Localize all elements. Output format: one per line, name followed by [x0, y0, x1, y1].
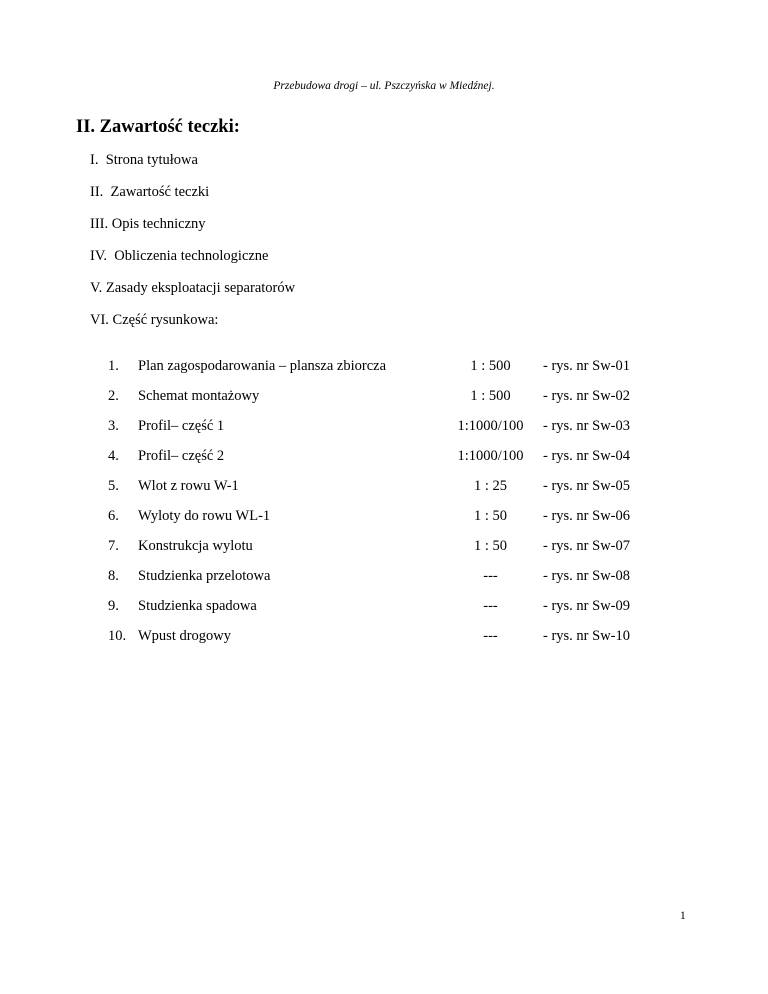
drawing-row	[108, 598, 668, 628]
drawing-title: Schemat montażowy	[138, 388, 260, 404]
page-header: Przebudowa drogi – ul. Pszczyńska w Miedźnej.	[273, 80, 495, 92]
drawing-scale: 1:1000/100	[457, 448, 524, 464]
drawing-number: 5.	[108, 478, 119, 494]
drawing-row	[108, 628, 668, 658]
drawing-title: Studzienka spadowa	[138, 598, 257, 614]
drawing-title: Konstrukcja wylotu	[138, 538, 253, 554]
drawing-scale: 1:1000/100	[457, 418, 524, 434]
contents-item-folder-contents: II. Zawartość teczki	[90, 184, 210, 200]
drawing-scale: 1 : 500	[470, 388, 511, 404]
drawing-reference: - rys. nr Sw-05	[543, 478, 630, 494]
drawing-reference: - rys. nr Sw-03	[543, 418, 630, 434]
drawing-reference: - rys. nr Sw-09	[543, 598, 630, 614]
drawing-reference: - rys. nr Sw-08	[543, 568, 630, 584]
drawing-reference: - rys. nr Sw-04	[543, 448, 630, 464]
drawing-title: Profil– część 2	[138, 448, 225, 464]
contents-item-calculations: IV. Obliczenia technologiczne	[90, 248, 269, 264]
drawing-number: 3.	[108, 418, 119, 434]
contents-item-drawings: VI. Część rysunkowa:	[90, 312, 219, 328]
drawing-title: Wyloty do rowu WL-1	[138, 508, 271, 524]
drawing-row	[108, 388, 668, 418]
drawing-row	[108, 538, 668, 568]
drawing-row	[108, 568, 668, 598]
drawing-title: Profil– część 1	[138, 418, 225, 434]
section-title: II. Zawartość teczki:	[76, 117, 240, 137]
drawing-scale: 1 : 25	[473, 478, 508, 494]
drawing-reference: - rys. nr Sw-01	[543, 358, 630, 374]
drawing-number: 8.	[108, 568, 119, 584]
drawing-scale: 1 : 50	[473, 508, 508, 524]
drawing-scale: 1 : 500	[470, 358, 511, 374]
drawing-title: Wlot z rowu W-1	[138, 478, 239, 494]
page-number: 1	[680, 910, 686, 922]
contents-item-technical-description: III. Opis techniczny	[90, 216, 206, 232]
drawing-reference: - rys. nr Sw-10	[543, 628, 630, 644]
drawing-title: Studzienka przelotowa	[138, 568, 271, 584]
drawing-row	[108, 418, 668, 448]
drawing-title: Wpust drogowy	[138, 628, 232, 644]
contents-item-title-page: I. Strona tytułowa	[90, 152, 198, 168]
drawings-list	[108, 358, 668, 658]
drawing-scale: ---	[483, 628, 498, 644]
drawing-number: 1.	[108, 358, 119, 374]
drawing-number: 10.	[108, 628, 127, 644]
drawing-number: 4.	[108, 448, 119, 464]
drawing-number: 9.	[108, 598, 119, 614]
drawing-row	[108, 358, 668, 388]
drawing-number: 2.	[108, 388, 119, 404]
contents-list	[90, 152, 295, 344]
contents-item-separator-rules: V. Zasady eksploatacji separatorów	[90, 280, 296, 296]
drawing-row	[108, 448, 668, 478]
drawing-scale: ---	[483, 598, 498, 614]
drawing-reference: - rys. nr Sw-07	[543, 538, 630, 554]
drawing-row	[108, 478, 668, 508]
drawing-number: 6.	[108, 508, 119, 524]
drawing-reference: - rys. nr Sw-06	[543, 508, 630, 524]
drawing-scale: 1 : 50	[473, 538, 508, 554]
drawing-reference: - rys. nr Sw-02	[543, 388, 630, 404]
drawing-scale: ---	[483, 568, 498, 584]
drawing-row	[108, 508, 668, 538]
drawing-title: Plan zagospodarowania – plansza zbiorcza	[138, 358, 387, 374]
drawing-number: 7.	[108, 538, 119, 554]
